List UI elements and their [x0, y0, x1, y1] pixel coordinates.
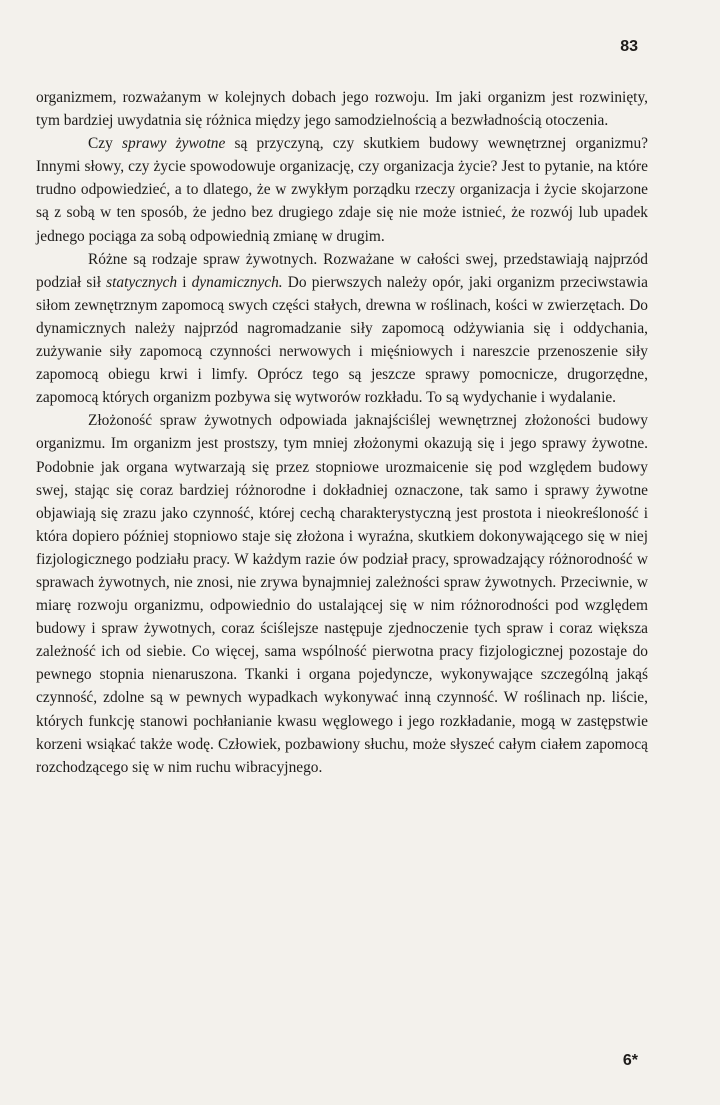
italic-term: sprawy żywotne — [122, 135, 226, 153]
text-segment: organizmem, rozważanym w kolejnych dobach jego rozwoju. Im jaki organizm jest rozwinięty, tym bardziej uwydatnia się różnica między jego samodzielnością a bezwładnością otoczenia. — [36, 89, 648, 130]
text-segment: Różne są rodzaje spraw żywotnych. Rozważane w całości swej, przedstawiają najprzód podział sił — [36, 250, 648, 291]
paragraph — [36, 132, 648, 247]
page-number: 83 — [620, 38, 638, 55]
text-segment: Do pierwszych należy opór, jaki organizm przeciwstawia siłom zewnętrznym zapomocą swych części stałych, drewna w roślinach, kości w zwierzętach. Do dynamicznych należy najprzód nagromadzanie siły zapomocą odżywiania się i oddychania, zużywanie siły zapomocą czynności nerwowych i mięśniowych i nareszcie przenoszenie siły zapomocą obiegu krwi i limfy. Oprócz tego są jeszcze sprawy pomocnicze, drugorzędne, zapomocą których organizm pozbywa się wytworów rozkładu. To są wydychanie i wydalanie. — [36, 273, 648, 407]
italic-term: statycznych — [106, 273, 178, 291]
text-segment: są przyczyną, czy skutkiem budowy wewnętrznej organizmu? Innymi słowy, czy życie spowodowuje organizację, czy organizacja życie? Jest to pytanie, na które trudno odpowiedzieć, a to dlatego, że w zwykłym porządku rzeczy organizacja i życie skojarzone są z sobą w ten sposób, że jedno bez drugiego zdaje się nie może istnieć, że rozwój lub upadek jednego pociąga za sobą odpowiednią zmianę w drugim. — [36, 135, 649, 245]
text-segment: i — [177, 273, 192, 291]
text-segment: Czy — [88, 135, 123, 153]
paragraph — [36, 409, 648, 779]
italic-term: dynamicznych. — [191, 273, 283, 291]
text-segment: Złożoność spraw żywotnych odpowiada jaknajściślej wewnętrznej złożoności budowy organizmu. Im organizm jest prostszy, tym mniej złożonymi okazują się i jego sprawy żywotne. Podobnie jak organa wytwarzają się przez stopniowe urozmaicenie się pod względem budowy swej, stając się coraz bardziej różnorodne i dokładniej oznaczone, tak samo i sprawy żywotne objawiają się zrazu jako czynność, której cechą charakterystyczną jest prostota i nieokreśloność i która dopiero później stopniowo staje się złożona i wyraźna, skutkiem dokonywającego się w niej fizjologicznego podziału pracy. W każdym razie ów podział pracy, sprowadzający różnorodność w sprawach żywotnych, nie znosi, nie zrywa bynajmniej zależności spraw żywotnych. Przeciwnie, w miarę rozwoju organizmu, odpowiednio do ustalającej się w nim różnorodności pod względem budowy i spraw żywotnych, coraz ściślejsze następuje zjednoczenie tych spraw i coraz większa zależność ich od siebie. Co więcej, sama wspólność pierwotna pracy fizjologicznej pozostaje do pewnego stopnia nienaruszona. Tkanki i organa pojedyncze, wykonywające szczególną jakąś czynność, zdolne są w pewnych wypadkach wykonywać inną czynność. W roślinach np. liście, których funkcję stanowi pochłanianie kwasu węglowego i jego rozkładanie, mogą w zastępstwie korzeni wsiąkać także wodę. Człowiek, pozbawiony słuchu, może słyszeć całym ciałem zapomocą rozchodzącego się w nim ruchu wibracyjnego. — [36, 412, 648, 776]
paragraph — [36, 248, 648, 410]
body-text — [36, 86, 648, 779]
signature-mark: 6* — [622, 1052, 638, 1069]
paragraph — [36, 86, 648, 132]
